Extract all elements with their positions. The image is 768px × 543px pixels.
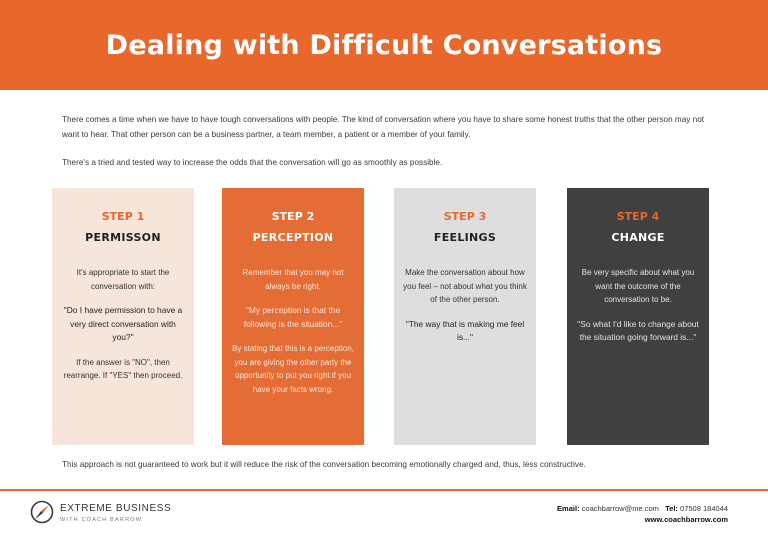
step-body	[60, 266, 186, 383]
step-text: Remember that you may not always be right.	[242, 268, 344, 291]
step-text: Be very specific about what you want the outcome of the conversation to be.	[581, 268, 695, 304]
intro-paragraph-1: There comes a time when we have to have tough conversations with people. The kind of conversation where you have to share some honest truths that the other person may not want to hear. That other person can be a business partner, a team member, a patient or a member of your family.	[62, 115, 705, 139]
brand-name: EXTREME BUSINESS	[60, 503, 172, 514]
tel-label: Tel:	[665, 504, 678, 513]
step-title: CHANGE	[611, 231, 665, 244]
step-text: By stating that this is a perception, you are giving the other party the opportunity to put you right if you have your facts wrong.	[232, 344, 354, 394]
website-link[interactable]: www.coachbarrow.com	[644, 515, 728, 524]
step-text: It's appropriate to start the conversation with:	[76, 268, 170, 291]
step-card-permission	[52, 188, 194, 445]
tel-value[interactable]: 07508 184044	[680, 504, 728, 513]
step-quote: "Do I have permission to have a very direct conversation with you?"	[63, 305, 183, 342]
step-number: STEP 4	[616, 210, 660, 223]
website-line	[557, 514, 728, 525]
contact-block	[557, 503, 728, 525]
step-text: Make the conversation about how you feel – not about what you think of the other person.	[403, 268, 527, 304]
header-banner	[0, 0, 768, 90]
step-card-perception	[222, 188, 364, 445]
closing-text: This approach is not guaranteed to work but it will reduce the risk of the conversation becoming emotionally charged and, thus, less constructive.	[62, 460, 586, 469]
step-number: STEP 2	[271, 210, 315, 223]
intro-text	[62, 112, 712, 183]
step-number: STEP 3	[443, 210, 487, 223]
compass-logo-icon	[30, 500, 54, 524]
step-quote: "My perception is that the following is the situation..."	[243, 305, 343, 329]
step-title: PERMISSON	[85, 231, 161, 244]
step-body	[575, 266, 701, 345]
brand-block	[60, 503, 171, 523]
step-text: If the answer is "NO", then rearrange. If "YES" then proceed.	[63, 357, 183, 380]
step-title: FEELINGS	[433, 231, 497, 244]
step-card-feelings	[394, 188, 536, 445]
step-quote: "So what I'd like to change about the situation going forward is..."	[577, 318, 699, 342]
step-body	[230, 266, 356, 396]
step-number: STEP 1	[101, 210, 145, 223]
page-title: Dealing with Difficult Conversations	[105, 29, 663, 61]
intro-paragraph-2: There's a tried and tested way to increase the odds that the conversation will go as smoothly as possible.	[62, 158, 443, 167]
step-card-change	[567, 188, 709, 445]
step-quote: "The way that is making me feel is..."	[405, 318, 525, 342]
email-link[interactable]: coachbarrow@me.com	[581, 504, 659, 513]
brand-subtitle: WITH COACH BARROW	[60, 517, 143, 523]
step-body	[402, 266, 528, 345]
email-label: Email:	[557, 504, 580, 513]
contact-line	[557, 503, 728, 514]
footer-divider	[0, 489, 768, 491]
step-title: PERCEPTION	[252, 231, 334, 244]
